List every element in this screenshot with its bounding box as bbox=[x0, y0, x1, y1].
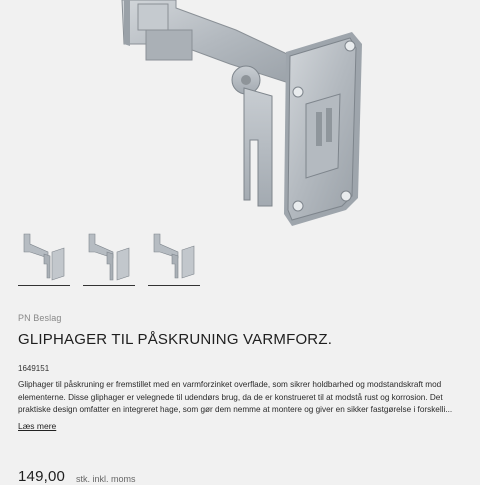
bracket-main-image bbox=[0, 0, 480, 226]
thumbnail-1[interactable] bbox=[18, 230, 70, 286]
product-title: GLIPHAGER TIL PÅSKRUNING VARMFORZ. bbox=[18, 331, 333, 348]
thumbnail-2[interactable] bbox=[83, 230, 135, 286]
price-unit-label: stk. inkl. moms bbox=[76, 474, 136, 484]
bracket-thumb-icon bbox=[148, 230, 200, 286]
product-price: 149,00 bbox=[18, 468, 66, 485]
thumbnail-gallery bbox=[18, 230, 200, 286]
thumbnail-3[interactable] bbox=[148, 230, 200, 286]
product-main-image[interactable] bbox=[0, 0, 480, 226]
product-description: Gliphager til påskruning er fremstillet med en varmforzinket overflade, som sikrer holdbarhed og modstandskraft mod elementerne. Disse gliphager er velegnede til udendørs brug, da de er konstrueret til at modstå rust og korrosion. Det praktiske design omfatter en integreret hage, som gør dem nemme at montere og giver en sikker fastgørelse i forskelli... bbox=[18, 380, 453, 415]
bracket-thumb-icon bbox=[18, 230, 70, 286]
read-more-link[interactable]: Læs mere bbox=[18, 421, 57, 431]
product-sku: 1649151 bbox=[18, 364, 50, 373]
product-brand: PN Beslag bbox=[18, 313, 62, 323]
bracket-thumb-icon bbox=[83, 230, 135, 286]
